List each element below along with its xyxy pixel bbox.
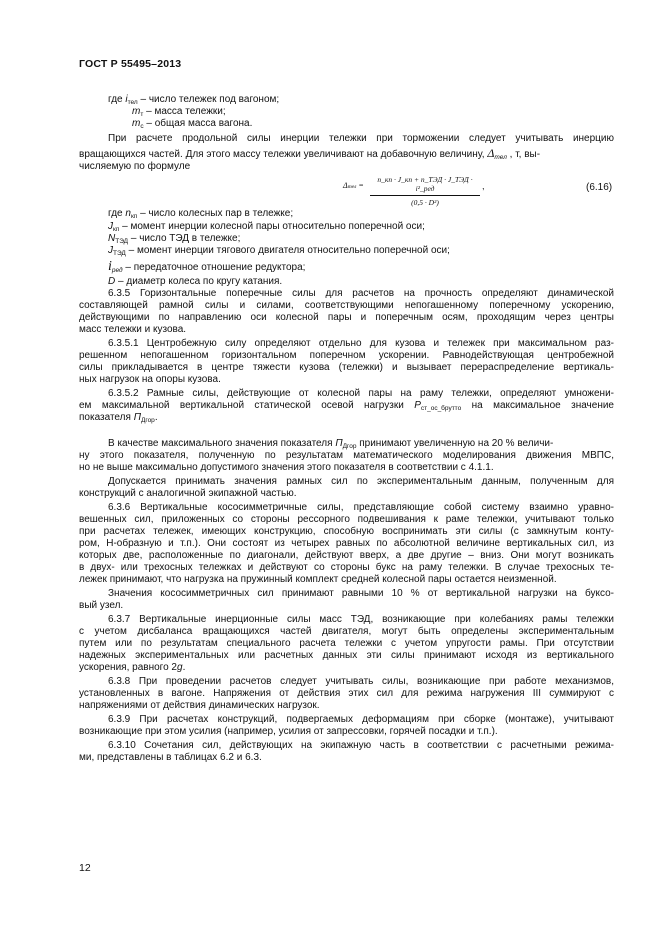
paragraph-line: показателя $П_{Дгор}$. (79, 412, 158, 424)
paragraph-line: вешенных сил, приложенных со стороны рессорного подвешивания к раме тележки, учитывают только (79, 514, 614, 525)
formula-lhs: Δтел = (343, 181, 364, 190)
paragraph-line: но не выше максимально допустимого значения этого показателя в соответствии с 4.1.1. (79, 462, 494, 473)
paragraph-line: ми, представлены в таблицах 6.2 и 6.3. (79, 752, 262, 763)
paragraph-line: с учетом дисбаланса вращающихся частей двигателя, могут быть определены экспериментальным (79, 626, 614, 637)
paragraph-line: надежных экспериментальных или расчетных данных эти силы принимают исходя из вертикального (79, 650, 614, 661)
paragraph-line: ных нагрузок на опоры кузова. (79, 374, 221, 385)
paragraph-line: В качестве максимального значения показателя $П_{Дгор}$ принимают увеличенную на 20 % величи- (108, 438, 554, 450)
formula-fraction (370, 175, 480, 207)
definition-n-kp: где $n_{кп}$ – число колесных пар в тележке; (108, 208, 294, 220)
definition-j-kp: $J_{кп}$ – момент инерции колесной пары относительно поперечной оси; (108, 221, 425, 233)
document-header: ГОСТ Р 55495–2013 (79, 58, 182, 70)
paragraph-line: установленных в вагоне. Напряжения от действия этих сил для режима нагружения III суммируют с (79, 688, 614, 699)
paragraph-line: вращающихся частей. Для этого массу тележки увеличивают на добавочную величину, $\Delta_{тел}$ , т, вы- (79, 146, 541, 161)
paragraph-line: ем максимальной вертикальной статической осевой нагрузки $P_{ст\_ос\_брутто}$ на максимальное значение (79, 400, 614, 412)
paragraph-line: 6.3.5.2 Рамные силы, действующие от колесной пары на раму тележки, определяют умножени- (108, 388, 614, 399)
paragraph-line: конструкций с аналогичной экипажной частью. (79, 488, 297, 499)
paragraph-line: числяемую по формуле (79, 161, 191, 172)
definition-i-red: $i_{ред}$ – передаточное отношение редуктора; (108, 259, 306, 274)
paragraph-line: лежек принимают, что нагрузка на пружинный комплект средней колесной пары остается неизменной. (79, 574, 557, 585)
paragraph-line: При расчете продольной силы инерции тележки при торможении следует учитывать инерцию (108, 133, 614, 144)
paragraph-line: напряжениями от действия динамических нагрузок. (79, 700, 320, 711)
paragraph-line: при расчетах тележек, имеющих конструкцию, способную воспринимать эти силы (с замкнутым конту- (79, 526, 614, 537)
formula-tail: , (482, 181, 485, 191)
paragraph-line: 6.3.10 Сочетания сил, действующих на экипажную часть в соответствии с расчетными режима- (108, 740, 614, 751)
definition-j-ted: $J_{ТЭД}$ – момент инерции тягового двигателя относительно поперечной оси; (108, 245, 450, 257)
paragraph-line: 6.3.6 Вертикальные кососимметричные силы, представляющие собой систему взаимно уравно- (108, 502, 614, 513)
paragraph-line: которых две, расположенные по диагонали, действуют вверх, а две другие – вниз. Они могут возникать (79, 550, 614, 561)
paragraph-line: 6.3.5 Горизонтальные поперечные силы для расчетов на прочность определяют динамической (108, 288, 614, 299)
paragraph-line: путем или по результатам специального расчета тележки с учетом упругости рамы. При отсутствии (79, 638, 614, 649)
formula-numerator: n_кп · J_кп + n_ТЭД · J_ТЭД · i²_ред (370, 175, 480, 196)
paragraph-line: Допускается принимать значения рамных сил по экспериментальным данным, полученным для (108, 476, 614, 487)
paragraph-line: 6.3.5.1 Центробежную силу определяют отдельно для кузова и тележек при максимальном раз- (108, 338, 614, 349)
paragraph-line: ром, Н-образную и т.п.). Они состоят из четырех равных по абсолютной величине вертикальных сил, из (79, 538, 614, 549)
definition-m-c: $m_c$ – общая масса вагона. (132, 118, 253, 130)
paragraph-line: 6.3.9 При расчетах конструкций, подвергаемых деформациям при сборке (монтаже), учитывают (108, 714, 614, 725)
paragraph-line: 6.3.8 При проведении расчетов следует учитывать силы, возникающие при работе механизмов, (108, 676, 614, 687)
paragraph-line: Значения кососимметричных сил принимают равными 10 % от вертикальной нагрузки на буксо- (108, 588, 614, 599)
paragraph-line: силы прикладывается в центре тяжести кузова (тележки) и вызывает перераспределение вертикаль- (79, 362, 614, 373)
paragraph-line: составляющей рамной силы и силами, соответствующими непогашенному поперечному ускорению, (79, 300, 614, 311)
definition-i-tel: где $i_{тел}$ – число тележек под вагоном; (108, 94, 280, 106)
paragraph-line: 6.3.7 Вертикальные инерционные силы масс ТЭД, возникающие при колебаниях рамы тележки (108, 614, 614, 625)
definition-m-t: $m_т$ – масса тележки; (132, 106, 226, 118)
equation-number: (6.16) (586, 182, 613, 193)
paragraph-line: масс тележки и кузова. (79, 324, 187, 335)
paragraph-line: ну этого показателя, полученную по результатам математического моделирования движения МВПС, (79, 450, 614, 461)
definition-n-ted: $N_{ТЭД}$ – число ТЭД в тележке; (108, 233, 241, 245)
paragraph-line: решенном непогашенном горизонтальном поперечном ускорении. Равнодействующая центробежной (79, 350, 614, 361)
paragraph-line: возникающие при этом усилия (например, усилия от запрессовки, горячей посадки и т.п.). (79, 726, 498, 737)
definition-d: D – диаметр колеса по кругу катания. (108, 276, 283, 287)
page-number: 12 (79, 862, 91, 874)
paragraph-line: в двух- или трехосных тележках и действуют со стороны букс на раму тележки. В случае трехосных те- (79, 562, 614, 573)
paragraph-line: вый узел. (79, 600, 124, 611)
paragraph-line: ускорения, равного 2g. (79, 662, 186, 673)
definition-prefix: где (108, 94, 126, 105)
formula-denominator: (0,5 · D²) (411, 198, 439, 207)
paragraph-line: действующими по направлению оси колесной пары и поперечным осям, проходящим через центры (79, 312, 614, 323)
